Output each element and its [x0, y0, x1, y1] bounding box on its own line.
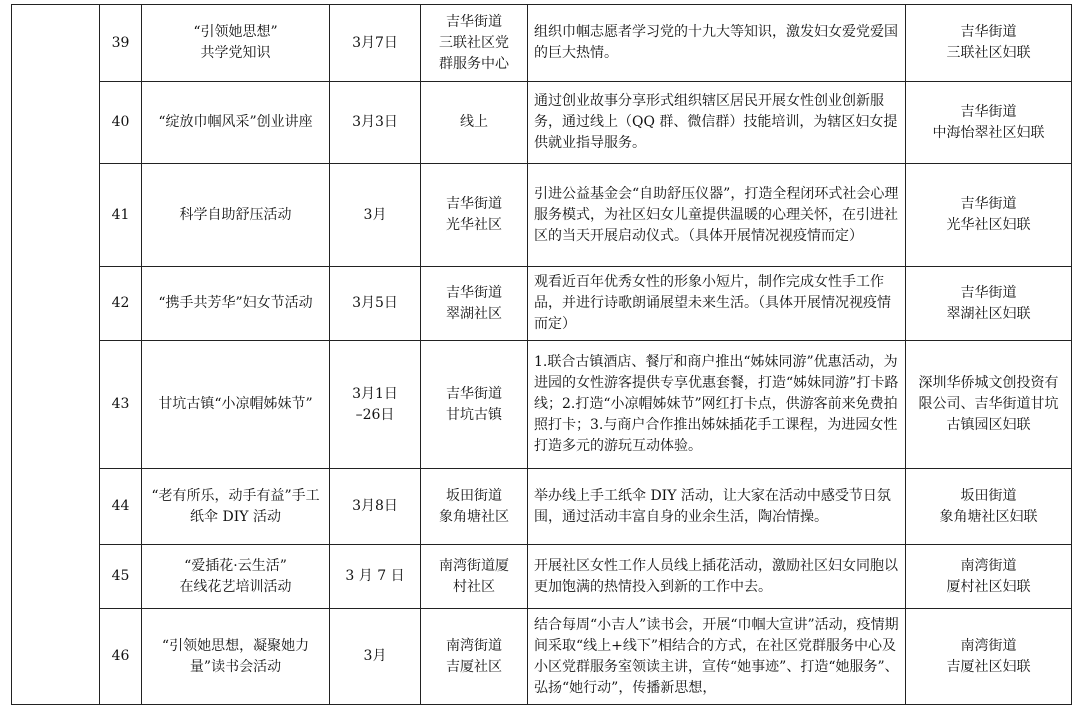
event-description: 1.联合古镇酒店、餐厅和商户推出“姊妹同游”优惠活动，为进园的女性游客提供专享优惠套餐，打造“姊妹同游”打卡路线；2.打造“小凉帽姊妹节”网红打卡点，供游客前来免费拍照打卡；3.与商户合作推出姊妹插花手工课程，为进园女性打造多元的游玩互动体验。 [534, 354, 899, 454]
event-description: 通过创业故事分享形式组织辖区居民开展女性创业创新服务，通过线上（QQ 群、微信群）技能培训，为辖区妇女提供就业指导服务。 [534, 93, 898, 151]
event-date: 3月7日 [352, 34, 398, 51]
event-date: 3月5日 [352, 295, 398, 311]
row-number: 41 [100, 164, 142, 267]
event-name: “爱插花·云生活” 在线花艺培训活动 [179, 557, 292, 595]
table-row [12, 164, 1072, 267]
event-date: 3月8日 [352, 498, 398, 514]
event-location: 吉华街道 甘坑古镇 [446, 385, 502, 423]
event-description: 组织巾帼志愿者学习党的十九大等知识，激发妇女爱党爱国的巨大热情。 [534, 24, 898, 61]
row-number: 39 [100, 5, 142, 82]
event-date: 3月1日 –26日 [352, 385, 398, 423]
table-row [12, 469, 1072, 545]
event-name: “携手共芳华”妇女节活动 [158, 295, 313, 311]
event-description: 观看近百年优秀女性的形象小短片，制作完成女性手工作品，并进行诗歌朗诵展望未来生活。（具体开展情况视疫情而定） [534, 274, 891, 332]
table-row [12, 545, 1072, 609]
row-number: 44 [100, 469, 142, 545]
row-number: 40 [100, 82, 142, 164]
event-date: 3月 [363, 648, 387, 664]
table-row [12, 609, 1072, 705]
event-location: 南湾街道厦 村社区 [439, 557, 509, 595]
event-description: 结合每周“小吉人”读书会，开展“巾帼大宣讲”活动，疫情期间采取“线上+线下”相结合的方式，在社区党群服务中心及小区党群服务室领读主讲，宣传“她事迹”、打造“她服务”、弘扬“她行动”，传播新思想， [534, 616, 899, 696]
event-location: 吉华街道 翠湖社区 [446, 284, 502, 322]
event-name: 科学自助舒压活动 [179, 206, 292, 223]
table-row [12, 82, 1072, 164]
event-organizer: 坂田街道 象角塘社区妇联 [939, 487, 1038, 525]
table-row [12, 341, 1072, 469]
table-row [12, 5, 1072, 82]
row-number: 42 [100, 267, 142, 341]
event-organizer: 吉华街道 中海怡翠社区妇联 [932, 103, 1045, 141]
event-organizer: 南湾街道 吉厦社区妇联 [946, 637, 1031, 675]
event-organizer: 吉华街道 三联社区妇联 [946, 24, 1031, 61]
event-location: 吉华街道 光华社区 [446, 196, 502, 233]
event-date: 3 月 7 日 [345, 568, 405, 584]
row-number: 43 [100, 341, 142, 469]
event-location: 坂田街道 象角塘社区 [439, 487, 509, 525]
events-table [11, 4, 1072, 705]
event-name: “引领她思想” 共学党知识 [193, 24, 278, 61]
event-date: 3月3日 [352, 114, 398, 130]
event-date: 3月 [363, 206, 387, 223]
event-description: 引进公益基金会“自助舒压仪器”，打造全程闭环式社会心理服务模式，为社区妇女儿童提供温暖的心理关怀，在引进社区的当天开展启动仪式。（具体开展情况视疫情而定） [534, 185, 899, 244]
event-location: 南湾街道 吉厦社区 [446, 637, 502, 675]
merged-category-cell [12, 5, 100, 705]
event-organizer: 吉华街道 光华社区妇联 [946, 196, 1031, 233]
row-number: 45 [100, 545, 142, 609]
event-location: 线上 [460, 114, 488, 130]
event-location: 吉华街道 三联社区党 群服务中心 [439, 13, 509, 72]
event-organizer: 南湾街道 厦村社区妇联 [946, 557, 1031, 595]
event-name: 甘坑古镇“小凉帽姊妹节” [158, 396, 313, 412]
row-number: 46 [100, 609, 142, 705]
event-name: “引领她思想，凝聚她力量”读书会活动 [161, 637, 310, 675]
event-description: 开展社区女性工作人员线上插花活动，激励社区妇女同胞以更加饱满的热情投入到新的工作中去。 [534, 557, 898, 595]
event-organizer: 吉华街道 翠湖社区妇联 [946, 284, 1031, 322]
event-organizer: 深圳华侨城文创投资有限公司、吉华街道甘坑古镇园区妇联 [918, 375, 1059, 433]
event-name: “老有所乐，动手有益”手工纸伞 DIY 活动 [151, 487, 320, 525]
event-description: 举办线上手工纸伞 DIY 活动，让大家在活动中感受节日氛围，通过活动丰富自身的业余生活，陶冶情操。 [534, 487, 891, 525]
table-row [12, 267, 1072, 341]
event-name: “绽放巾帼风采”创业讲座 [158, 114, 313, 130]
